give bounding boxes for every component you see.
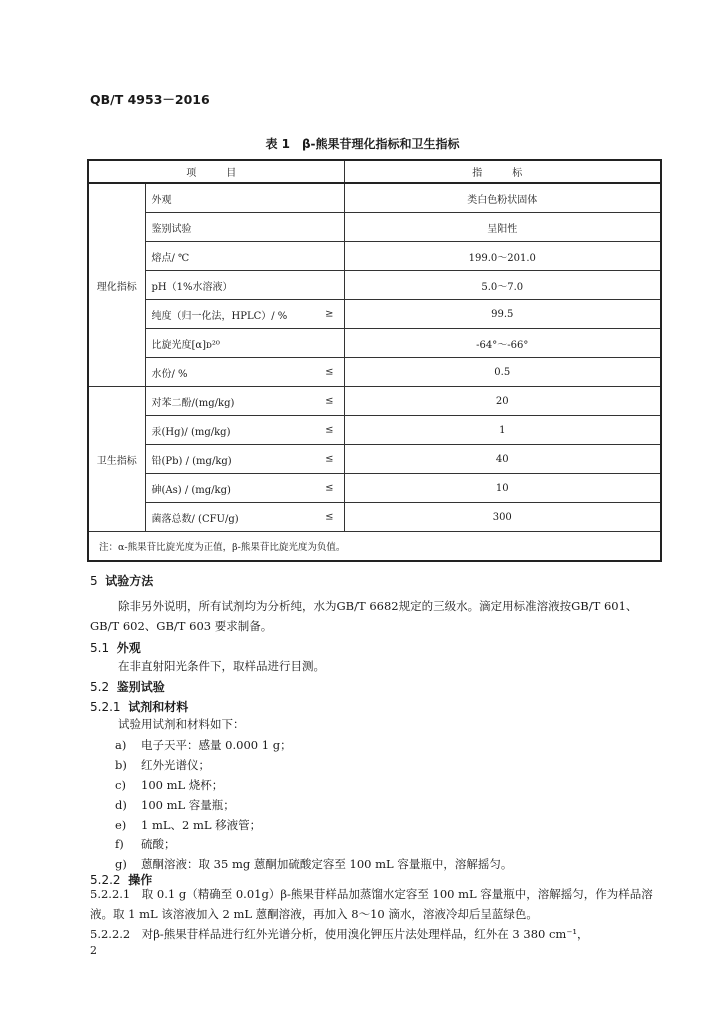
list-item (115, 856, 512, 872)
table-row (88, 329, 661, 358)
list-item (115, 757, 210, 773)
list-text: 红外光谱仪； (141, 758, 210, 772)
section-number: 5.2.1 (90, 700, 121, 714)
table-row (88, 445, 661, 474)
row-value: 199.0～201.0 (344, 242, 661, 271)
list-marker: c) (115, 778, 126, 792)
section-5-2-2-2-text: 5.2.2.2 对β-熊果苷样品进行红外光谱分析，使用溴化钾压片法处理样品，红外在 3 380 cm⁻¹， (90, 927, 589, 941)
row-item (145, 300, 344, 329)
section-5-text: 除非另外说明，所有试剂均为分析纯，水为GB/T 6682规定的三级水。滴定用标准溶液按GB/T 601、GB/T 602、GB/T 603 要求制备。 (90, 599, 638, 633)
list-text: 蒽酮溶液：取 35 mg 蒽酮加硫酸定容至 100 mL 容量瓶中，溶解摇匀。 (141, 857, 513, 871)
list-marker: g) (115, 857, 127, 871)
row-symbol: ≥ (325, 308, 334, 320)
list-marker: d) (115, 798, 127, 812)
table-row (88, 183, 661, 213)
table-header-row (88, 160, 661, 183)
list-text: 1 mL、2 mL 移液管； (141, 818, 262, 832)
list-item (115, 777, 223, 793)
row-item (145, 445, 344, 474)
row-item-label: pH（1%水溶液） (151, 281, 233, 293)
section-5-heading (90, 572, 153, 589)
section-title: 试验方法 (105, 574, 154, 588)
row-item (145, 183, 344, 213)
page-number: 2 (90, 944, 97, 957)
row-value: 40 (344, 445, 661, 474)
group-hygiene: 卫生指标 (88, 387, 145, 532)
section-title: 外观 (116, 641, 141, 655)
section-number: 5 (90, 574, 98, 588)
section-5-2-2-1-text: 5.2.2.1 取 0.1 g（精确至 0.01g）β-熊果苷样品加蒸馏水定容至 100 mL 容量瓶中，溶解摇匀，作为样品溶液。取 1 mL 该溶液加入 2 mL 蒽酮溶液，再加入 8～10 滴水，溶液冷却后呈蓝绿色。 (90, 887, 653, 921)
row-item (145, 474, 344, 503)
table-title: 表 1 β-熊果苷理化指标和卫生指标 (265, 137, 460, 151)
table-row (88, 242, 661, 271)
table-row (88, 358, 661, 387)
row-symbol: ≤ (325, 424, 334, 436)
row-value: 300 (344, 503, 661, 532)
row-item (145, 242, 344, 271)
section-5-1-heading (90, 639, 141, 656)
list-item (115, 737, 292, 753)
row-item (145, 213, 344, 242)
row-item (145, 329, 344, 358)
section-5-1-text: 在非直射阳光条件下，取样品进行目测。 (118, 659, 325, 673)
header-item: 项 目 (88, 160, 344, 183)
list-item (115, 797, 235, 813)
row-item (145, 271, 344, 300)
table-row (88, 416, 661, 445)
table-row (88, 503, 661, 532)
row-item-label: 水份/ % (151, 368, 188, 380)
row-item-label: 铅(Pb) / (mg/kg) (151, 455, 232, 467)
list-marker: e) (115, 818, 127, 832)
header-value: 指 标 (344, 160, 661, 183)
table-note-row (88, 532, 661, 562)
list-text: 硫酸； (141, 837, 176, 851)
row-item (145, 387, 344, 416)
row-item (145, 503, 344, 532)
spec-table (87, 159, 662, 562)
row-value: 99.5 (344, 300, 661, 329)
list-text: 电子天平：感量 0.000 1 g； (141, 738, 292, 752)
table-row (88, 300, 661, 329)
row-symbol: ≤ (325, 366, 334, 378)
section-5-2-heading (90, 678, 165, 695)
table-row (88, 474, 661, 503)
list-marker: b) (115, 758, 127, 772)
section-number: 5.2.2 (90, 873, 121, 887)
row-value: 10 (344, 474, 661, 503)
row-item-label: 鉴别试验 (151, 223, 192, 235)
row-item-label: 比旋光度[α]ᴅ²⁰ (151, 339, 220, 351)
table-note: 注：α-熊果苷比旋光度为正值，β-熊果苷比旋光度为负值。 (88, 532, 661, 562)
section-5-2-1-heading (90, 698, 188, 715)
section-5-2-1-intro: 试验用试剂和材料如下： (118, 717, 245, 731)
list-text: 100 mL 容量瓶； (141, 798, 235, 812)
section-title: 鉴别试验 (116, 680, 165, 694)
row-item-label: 砷(As) / (mg/kg) (151, 484, 231, 496)
section-title: 操作 (128, 873, 153, 887)
list-item (115, 817, 261, 833)
section-title: 试剂和材料 (128, 700, 189, 714)
row-symbol: ≤ (325, 482, 334, 494)
group-physchem: 理化指标 (88, 183, 145, 387)
table-row (88, 271, 661, 300)
row-value: 5.0～7.0 (344, 271, 661, 300)
row-value: -64°～-66° (344, 329, 661, 358)
row-value: 0.5 (344, 358, 661, 387)
row-symbol: ≤ (325, 453, 334, 465)
row-value: 1 (344, 416, 661, 445)
list-marker: f) (115, 837, 124, 851)
section-number: 5.2 (90, 680, 110, 694)
row-item (145, 416, 344, 445)
row-item-label: 汞(Hg)/ (mg/kg) (151, 426, 231, 438)
list-marker: a) (115, 738, 127, 752)
row-item-label: 熔点/ ℃ (151, 252, 190, 264)
row-item-label: 外观 (151, 194, 172, 206)
list-text: 100 mL 烧杯； (141, 778, 224, 792)
row-item-label: 菌落总数/ (CFU/g) (151, 513, 239, 525)
table-row (88, 213, 661, 242)
row-value: 类白色粉状固体 (344, 183, 661, 213)
row-item-label: 对苯二酚/(mg/kg) (151, 397, 235, 409)
row-item (145, 358, 344, 387)
section-number: 5.1 (90, 641, 110, 655)
row-symbol: ≤ (325, 511, 334, 523)
row-symbol: ≤ (325, 395, 334, 407)
row-item-label: 纯度（归一化法，HPLC）/ % (151, 310, 288, 322)
table-row (88, 387, 661, 416)
list-item (115, 836, 176, 852)
standard-code: QB/T 4953－2016 (90, 92, 210, 107)
row-value: 呈阳性 (344, 213, 661, 242)
row-value: 20 (344, 387, 661, 416)
